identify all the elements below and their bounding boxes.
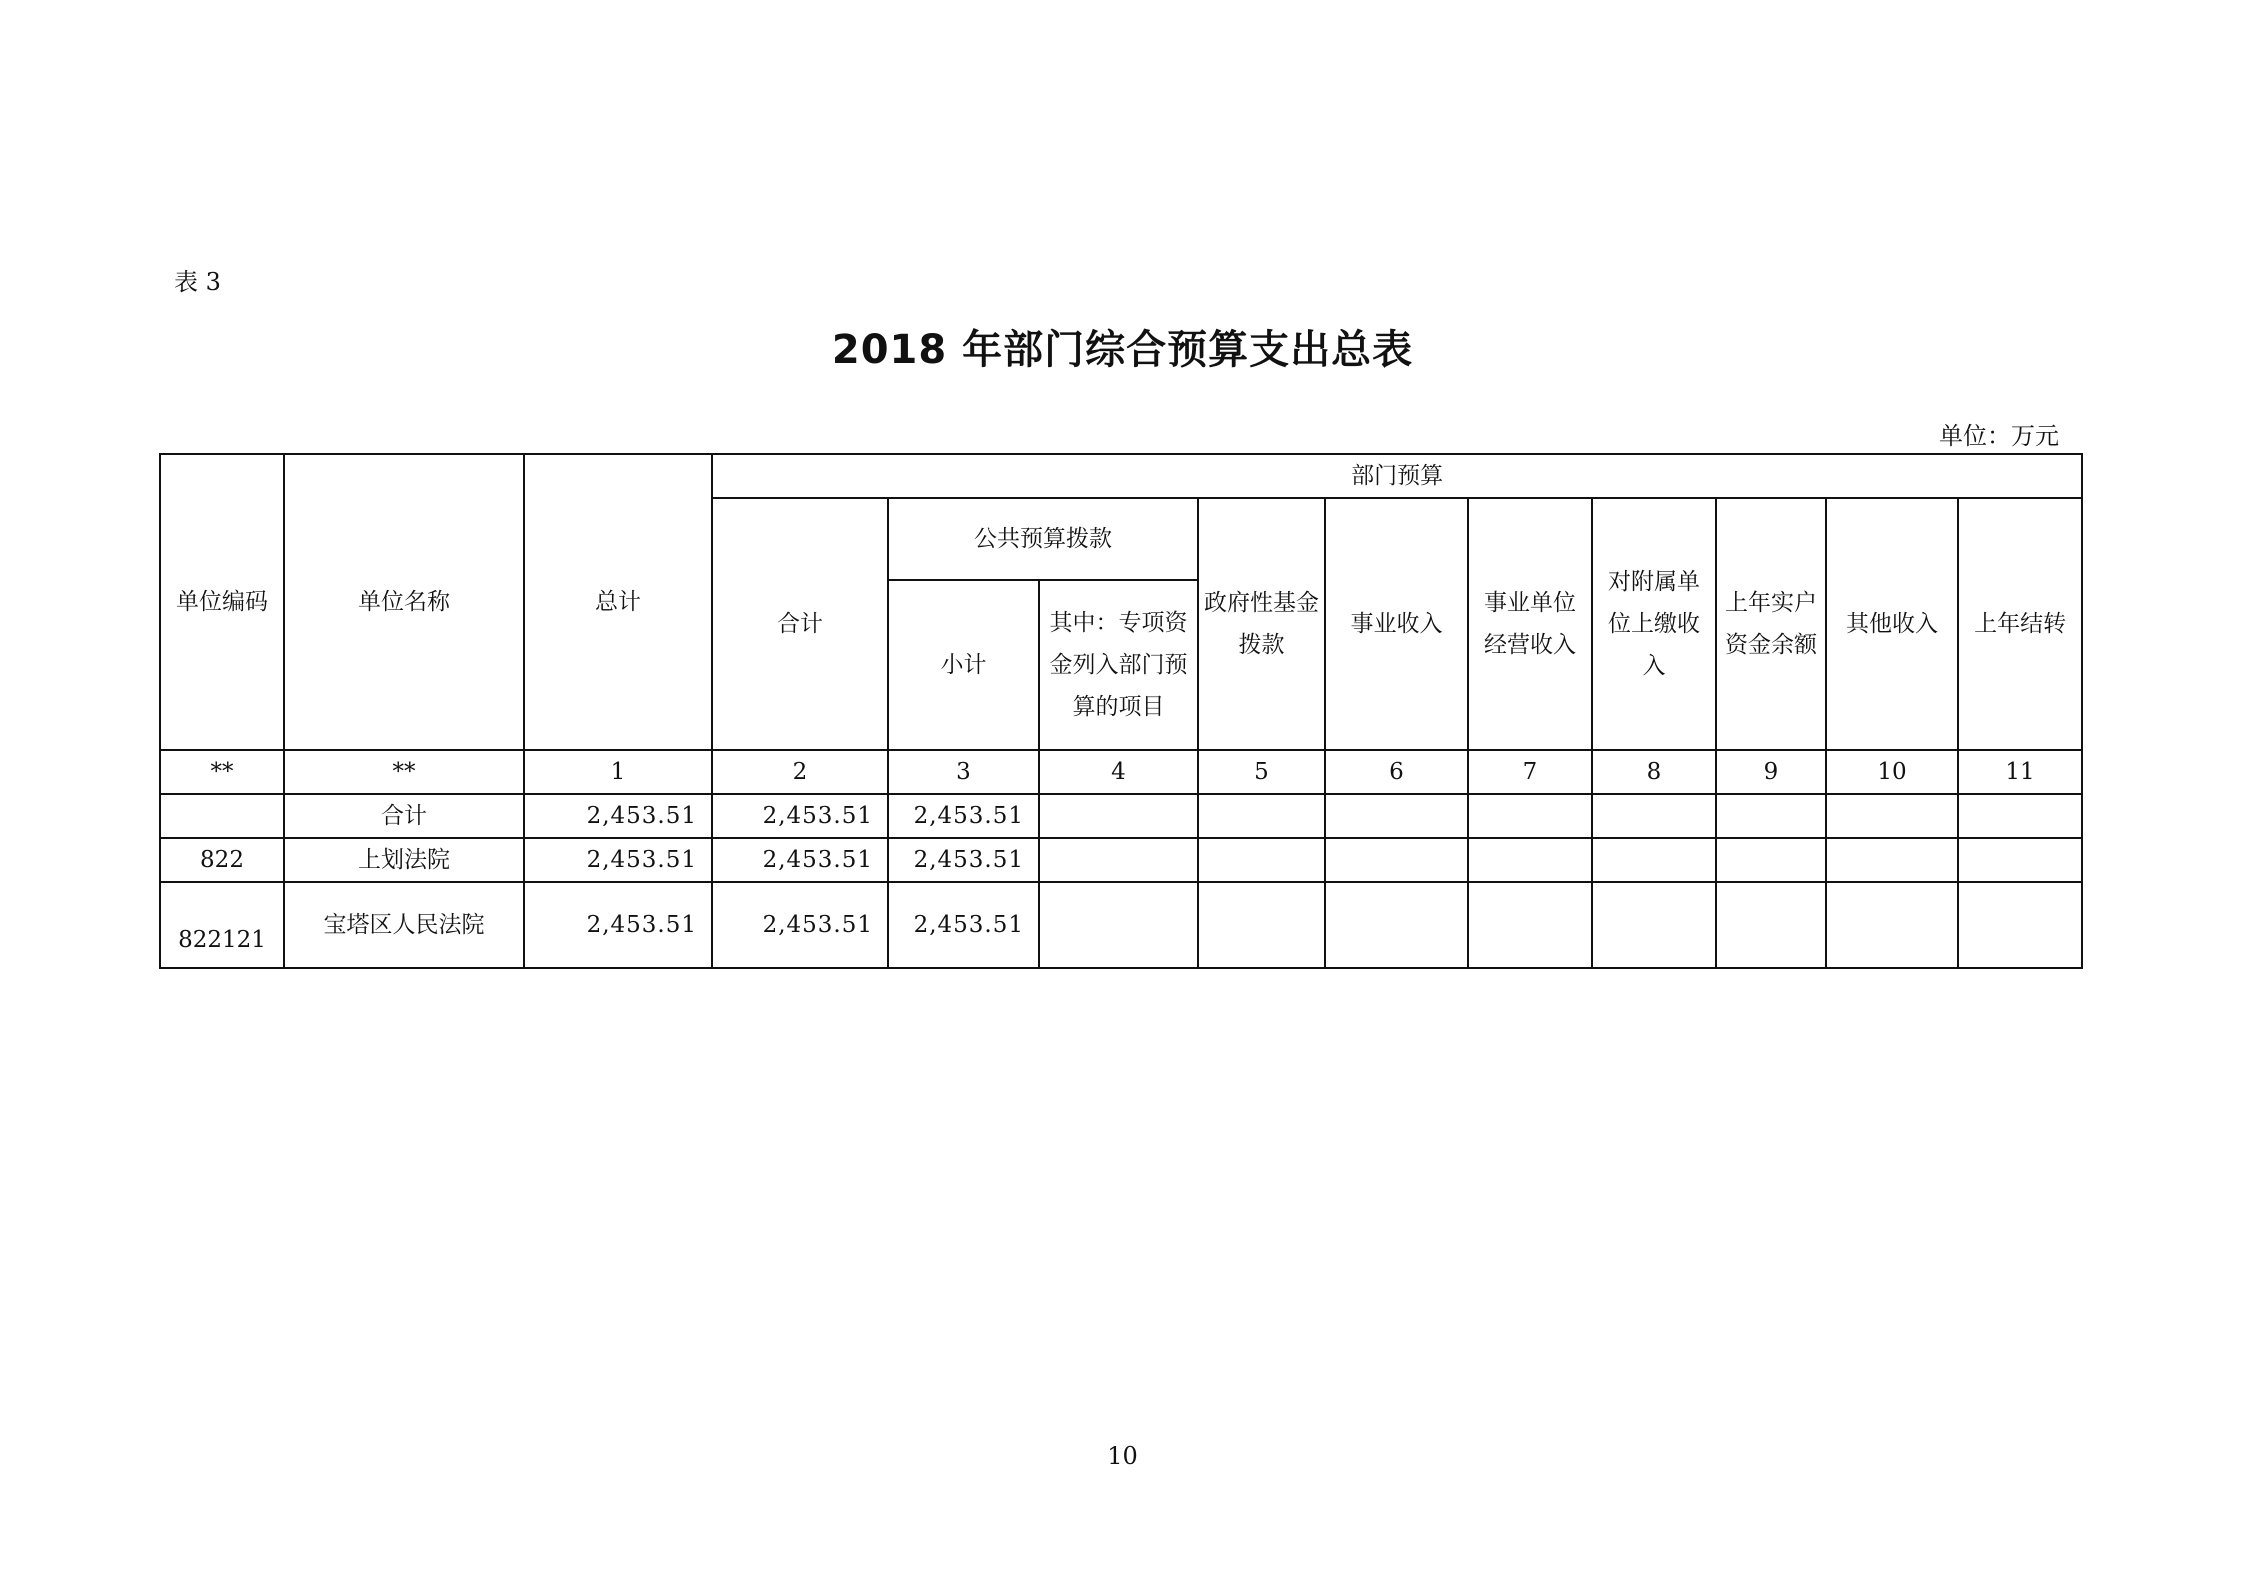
- cell-total: 2,453.51: [524, 794, 712, 838]
- header-row-1: [160, 454, 2082, 498]
- cell-empty: [1468, 838, 1592, 882]
- cell-public-subtotal: 2,453.51: [888, 838, 1039, 882]
- index-cell: 5: [1198, 750, 1325, 794]
- cell-empty: [1716, 838, 1826, 882]
- header-public-subtotal: 小计: [888, 580, 1039, 750]
- table-row: [160, 838, 2082, 882]
- cell-code: 822: [160, 838, 284, 882]
- cell-empty: [1592, 838, 1716, 882]
- cell-total: 2,453.51: [524, 882, 712, 968]
- cell-empty: [1826, 838, 1958, 882]
- cell-empty: [1198, 794, 1325, 838]
- header-business-income: 事业收入: [1325, 498, 1468, 750]
- header-dept-budget: 部门预算: [712, 454, 2082, 498]
- cell-code: [160, 794, 284, 838]
- cell-empty: [1198, 838, 1325, 882]
- cell-empty: [1198, 882, 1325, 968]
- cell-empty: [1592, 882, 1716, 968]
- cell-empty: [1958, 794, 2082, 838]
- index-cell: **: [284, 750, 524, 794]
- header-subtotal-all: 合计: [712, 498, 888, 750]
- header-carryover: 上年结转: [1958, 498, 2082, 750]
- index-cell: 1: [524, 750, 712, 794]
- header-special-funds: 其中：专项资金列入部门预算的项目: [1039, 580, 1198, 750]
- cell-public-subtotal: 2,453.51: [888, 882, 1039, 968]
- cell-empty: [1716, 794, 1826, 838]
- index-cell: 3: [888, 750, 1039, 794]
- header-public-budget: 公共预算拨款: [888, 498, 1198, 580]
- index-row: [160, 750, 2082, 794]
- cell-empty: [1039, 794, 1198, 838]
- cell-empty: [1958, 882, 2082, 968]
- cell-empty: [1468, 882, 1592, 968]
- table-row: [160, 882, 2082, 968]
- cell-name: 上划法院: [284, 838, 524, 882]
- header-total: 总计: [524, 454, 712, 750]
- header-operating-income: 事业单位经营收入: [1468, 498, 1592, 750]
- table-row: [160, 794, 2082, 838]
- index-cell: 2: [712, 750, 888, 794]
- cell-empty: [1826, 794, 1958, 838]
- header-other-income: 其他收入: [1826, 498, 1958, 750]
- header-unit-name: 单位名称: [284, 454, 524, 750]
- cell-code: 822121: [160, 882, 284, 968]
- cell-empty: [1039, 882, 1198, 968]
- cell-subtotal: 2,453.51: [712, 794, 888, 838]
- budget-table: [159, 453, 2083, 969]
- cell-subtotal: 2,453.51: [712, 882, 888, 968]
- index-cell: 6: [1325, 750, 1468, 794]
- cell-empty: [1716, 882, 1826, 968]
- cell-empty: [1325, 882, 1468, 968]
- page-number: 10: [1107, 1442, 1138, 1470]
- cell-name: 合计: [284, 794, 524, 838]
- index-cell: 8: [1592, 750, 1716, 794]
- cell-empty: [1592, 794, 1716, 838]
- table-label: 表 3: [174, 268, 221, 296]
- index-cell: 9: [1716, 750, 1826, 794]
- index-cell: 10: [1826, 750, 1958, 794]
- cell-empty: [1325, 838, 1468, 882]
- index-cell: 11: [1958, 750, 2082, 794]
- index-cell: 7: [1468, 750, 1592, 794]
- cell-empty: [1958, 838, 2082, 882]
- page-title: 2018 年部门综合预算支出总表: [831, 327, 1414, 373]
- cell-public-subtotal: 2,453.51: [888, 794, 1039, 838]
- header-prior-balance: 上年实户资金余额: [1716, 498, 1826, 750]
- header-unit-code: 单位编码: [160, 454, 284, 750]
- index-cell: **: [160, 750, 284, 794]
- cell-empty: [1468, 794, 1592, 838]
- header-gov-fund: 政府性基金拨款: [1198, 498, 1325, 750]
- index-cell: 4: [1039, 750, 1198, 794]
- cell-empty: [1325, 794, 1468, 838]
- cell-subtotal: 2,453.51: [712, 838, 888, 882]
- cell-empty: [1826, 882, 1958, 968]
- cell-empty: [1039, 838, 1198, 882]
- cell-total: 2,453.51: [524, 838, 712, 882]
- cell-name: 宝塔区人民法院: [284, 882, 524, 968]
- unit-note: 单位：万元: [1939, 422, 2059, 450]
- header-affiliate-income: 对附属单位上缴收入: [1592, 498, 1716, 750]
